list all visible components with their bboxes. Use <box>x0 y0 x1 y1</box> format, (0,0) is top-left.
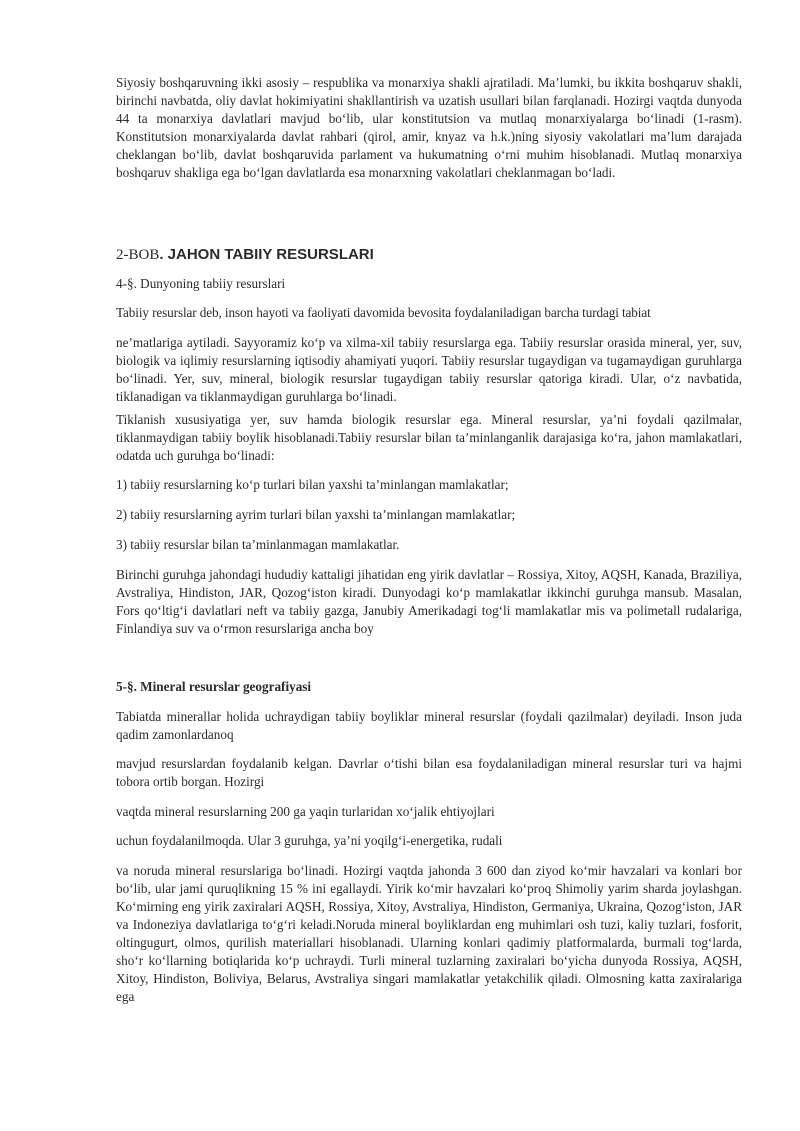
paragraph-definition: Tabiiy resurslar deb, inson hayoti va faoliyati davomida bevosita foydalaniladigan barcha turdagi tabiat <box>116 305 651 320</box>
paragraph-minerals-history: mavjud resurslardan foydalanib kelgan. Davrlar o‘tishi bilan esa foydalaniladigan mineral resurslar turi va hajmi tobora ortib borgan. Hozirgi <box>116 756 742 789</box>
paragraph-coal-and-salts: va noruda mineral resurslariga bo‘linadi. Hozirgi vaqtda jahonda 3 600 dan ziyod ko‘mir havzalari va konlari bor bo‘lib, ular jami quruqlikning 15 % ini egallaydi. Yirik ko‘mir havzalari ko‘proq Shimoliy yarim sharda joylashgan. Ko‘mirning eng yirik zaxiralari AQSH, Rossiya, Xitoy, Avstraliya, Hindiston, Germaniya, Ukraina, Qozog‘iston, JAR va Indoneziya davlatlariga to‘g‘ri keladi.Noruda mineral boyliklardan eng muhimlari osh tuzi, kaliy tuzlari, fosforit, oltingugurt, olmos, qurilish materiallari hisoblanadi. Ularning konlari qadimiy platformalarda, burmali tog‘larda, sho‘r ko‘llarning botiqlarida ko‘p uchraydi. Turli mineral tuzlarning zaxiralari bo‘yicha dunyoda Rossiya, AQSH, Xitoy, Hindiston, Boliviya, Belarus, Avstraliya singari mamlakatlar yetakchilik qiladi. Olmosning katta zaxiralariga ega <box>116 863 742 1004</box>
paragraph-resource-types: ne’matlariga aytiladi. Sayyoramiz ko‘p va xilma-xil tabiiy resurslarga ega. Tabiiy resurslar orasida mineral, yer, suv, biologik va iqlimiy resurslarning iqtisodiy ahamiyati yuqori. Tabiiy resurslar tugaydigan va tugamaydigan guruhlarga bo‘linadi. Yer, suv, mineral, biologik resurslar tugaydigan tabiiy resurslar qatoriga kiradi. Ular, o‘z navbatida, tiklanadigan va tiklanmaydigan guruhlarga bo‘linadi. <box>116 335 742 404</box>
chapter-number: 2-BOB <box>116 247 160 263</box>
list-item-3: 3) tabiiy resurslar bilan ta’minlanmagan mamlakatlar. <box>116 537 400 552</box>
section-heading-4: 4-§. Dunyoning tabiiy resurslari <box>116 276 286 291</box>
list-item-2: 2) tabiiy resurslarning ayrim turlari bilan yaxshi ta’minlangan mamlakatlar; <box>116 507 516 522</box>
list-item-1: 1) tabiiy resurslarning ko‘p turlari bilan yaxshi ta’minlangan mamlakatlar; <box>116 477 509 492</box>
paragraph-renewal: Tiklanish xususiyatiga yer, suv hamda biologik resurslar ega. Mineral resurslar, ya’ni foydali qazilmalar, tiklanmaydigan tabiiy boylik hisoblanadi.Tabiiy resurslar bilan ta’minlanganlik darajasiga ko‘ra, jahon mamlakatlari, odatda uch guruhga bo‘linadi: <box>116 412 742 463</box>
paragraph-minerals-count: vaqtda mineral resurslarning 200 ga yaqin turlaridan xo‘jalik ehtiyojlari <box>116 804 495 819</box>
chapter-heading <box>116 246 742 264</box>
paragraph-country-groups: Birinchi guruhga jahondagi hududiy kattaligi jihatidan eng yirik davlatlar – Rossiya, Xitoy, AQSH, Kanada, Braziliya, Avstraliya, Hindiston, JAR, Qozog‘iston kiradi. Dunyodagi ko‘p mamlakatlar ikkinchi guruhga mansub. Masalan, Fors qo‘ltig‘i davlatlari neft va tabiiy gazga, Janubiy Amerikadagi tog‘li mamlakatlar mis va polimetall rudalariga, Finlandiya suv va o‘rmon resurslariga ancha boy <box>116 567 742 636</box>
paragraph-minerals-groups: uchun foydalanilmoqda. Ular 3 guruhga, ya’ni yoqilg‘i-energetika, rudali <box>116 833 503 848</box>
paragraph-monarchy: Siyosiy boshqaruvning ikki asosiy – respublika va monarxiya shakli ajratiladi. Ma’lumki, bu ikkita boshqaruv shakli, birinchi navbatda, oliy davlat hokimiyatini shakllantirish va uzatish usullari bilan farqlanadi. Hozirgi vaqtda dunyoda 44 ta monarxiya davlatlari mavjud bo‘lib, ular konstitutsion va mutlaq monarxiyalarga bo‘linadi (1-rasm). Konstitutsion monarxiyalarda davlat rahbari (qirol, amir, knyaz va h.k.)ning siyosiy vakolatlari ma’lum darajada cheklangan bo‘lib, davlat boshqaruvida parlament va hukumatning o‘rni muhim hisoblanadi. Mutlaq monarxiya boshqaruv shakliga ega bo‘lgan davlatlarda esa monarxning vakolatlari cheklanmagan bo‘ladi. <box>116 75 742 180</box>
chapter-title: . JAHON TABIIY RESURSLARI <box>159 246 374 263</box>
paragraph-minerals-intro: Tabiatda minerallar holida uchraydigan tabiiy boyliklar mineral resurslar (foydali qazilmalar) deyiladi. Inson juda qadim zamonlardanoq <box>116 709 742 742</box>
section-heading-5: 5-§. Mineral resurslar geografiyasi <box>116 679 312 694</box>
